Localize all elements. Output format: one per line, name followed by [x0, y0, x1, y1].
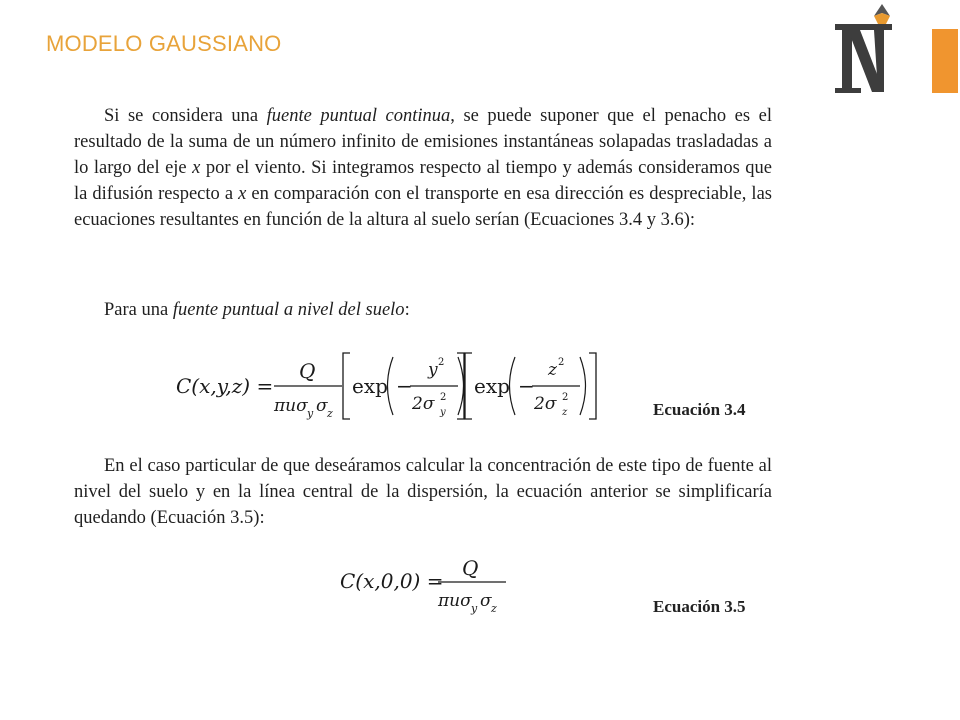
eq2-den-sub-z: z — [491, 602, 497, 615]
eq1-sigma-sub-z: z — [562, 407, 568, 418]
para2-emphasis-1: fuente puntual a nivel del suelo — [172, 300, 405, 320]
eq1-y-sq: 2 — [438, 357, 445, 368]
equation-3-5 — [336, 552, 516, 616]
eq1-minus-2: − — [518, 374, 535, 398]
para2-text-1: Para una — [104, 300, 173, 320]
eq1-den-sub-y: y — [307, 407, 314, 420]
para1-text-1: Si se considera una — [104, 106, 267, 126]
eq1-two-sigma-2: 2σ — [534, 394, 557, 414]
eq1-exp-1: exp — [352, 374, 388, 398]
eq1-z-var: z — [548, 360, 557, 380]
eq1-minus-1: − — [396, 374, 413, 398]
paragraph-ground-source — [104, 297, 802, 323]
eq1-sigma-sub-y: y — [440, 407, 446, 418]
eq1-numerator: Q — [299, 359, 316, 383]
equation-3-4 — [170, 345, 610, 425]
eq1-exp-2: exp — [474, 374, 510, 398]
eq1-y-var: y — [428, 360, 438, 380]
paragraph-intro — [74, 103, 772, 233]
eq1-z-sq: 2 — [558, 357, 565, 368]
para3-text-1: En el caso particular de que deseáramos calcular la concentración de este tipo de fuente al nivel del suelo y en la línea central de la dispersión, la ecuación anterior se simplificaría quedando (Ecuación 3.5): — [74, 456, 772, 528]
eq1-two-sigma-1: 2σ — [412, 394, 435, 414]
eq1-sigma-sq-2: 2 — [562, 392, 569, 403]
para1-emphasis-1: fuente puntual continua — [266, 106, 451, 126]
eq1-den-sigma: σ — [316, 396, 328, 416]
para1-text-3: por el viento. Si integramos respecto al tiempo y además consideramos que la difusión respecto a — [74, 158, 773, 204]
eq1-den-sub-z: z — [327, 407, 333, 420]
eq2-numerator: Q — [462, 556, 479, 580]
para2-text-2: : — [404, 300, 410, 320]
equation-3-4-label: Ecuación 3.4 — [653, 400, 746, 419]
para1-emphasis-2: x — [192, 158, 201, 178]
compass-n-logo-icon — [832, 2, 894, 96]
eq1-den-pi-u-sigma: πuσ — [274, 396, 308, 416]
para1-text-4: en comparación con el transporte en esa dirección es despreciable, las ecuaciones resultantes en función de la altura al suelo serían (Ecuaciones 3.4 y 3.6): — [74, 184, 772, 230]
equation-3-5-label: Ecuación 3.5 — [653, 597, 746, 616]
eq2-lhs: C(x,0,0) = — [340, 569, 444, 593]
eq1-lhs: C(x,y,z) = — [176, 374, 274, 398]
eq2-den-sub-y: y — [471, 602, 478, 615]
paragraph-particular-case — [74, 453, 772, 531]
slide-title: MODELO GAUSSIANO — [46, 31, 282, 56]
eq1-sigma-sq-1: 2 — [440, 392, 447, 403]
eq2-den-sigma: σ — [480, 591, 492, 611]
para1-text-2: , se puede suponer que el penacho es el resultado de la suma de un número infinito de emisiones instantáneas solapadas trasladadas a lo largo del eje — [74, 106, 772, 178]
eq2-den-pi-u-sigma: πuσ — [438, 591, 472, 611]
accent-bar — [932, 29, 958, 93]
para1-emphasis-3: x — [238, 184, 247, 204]
